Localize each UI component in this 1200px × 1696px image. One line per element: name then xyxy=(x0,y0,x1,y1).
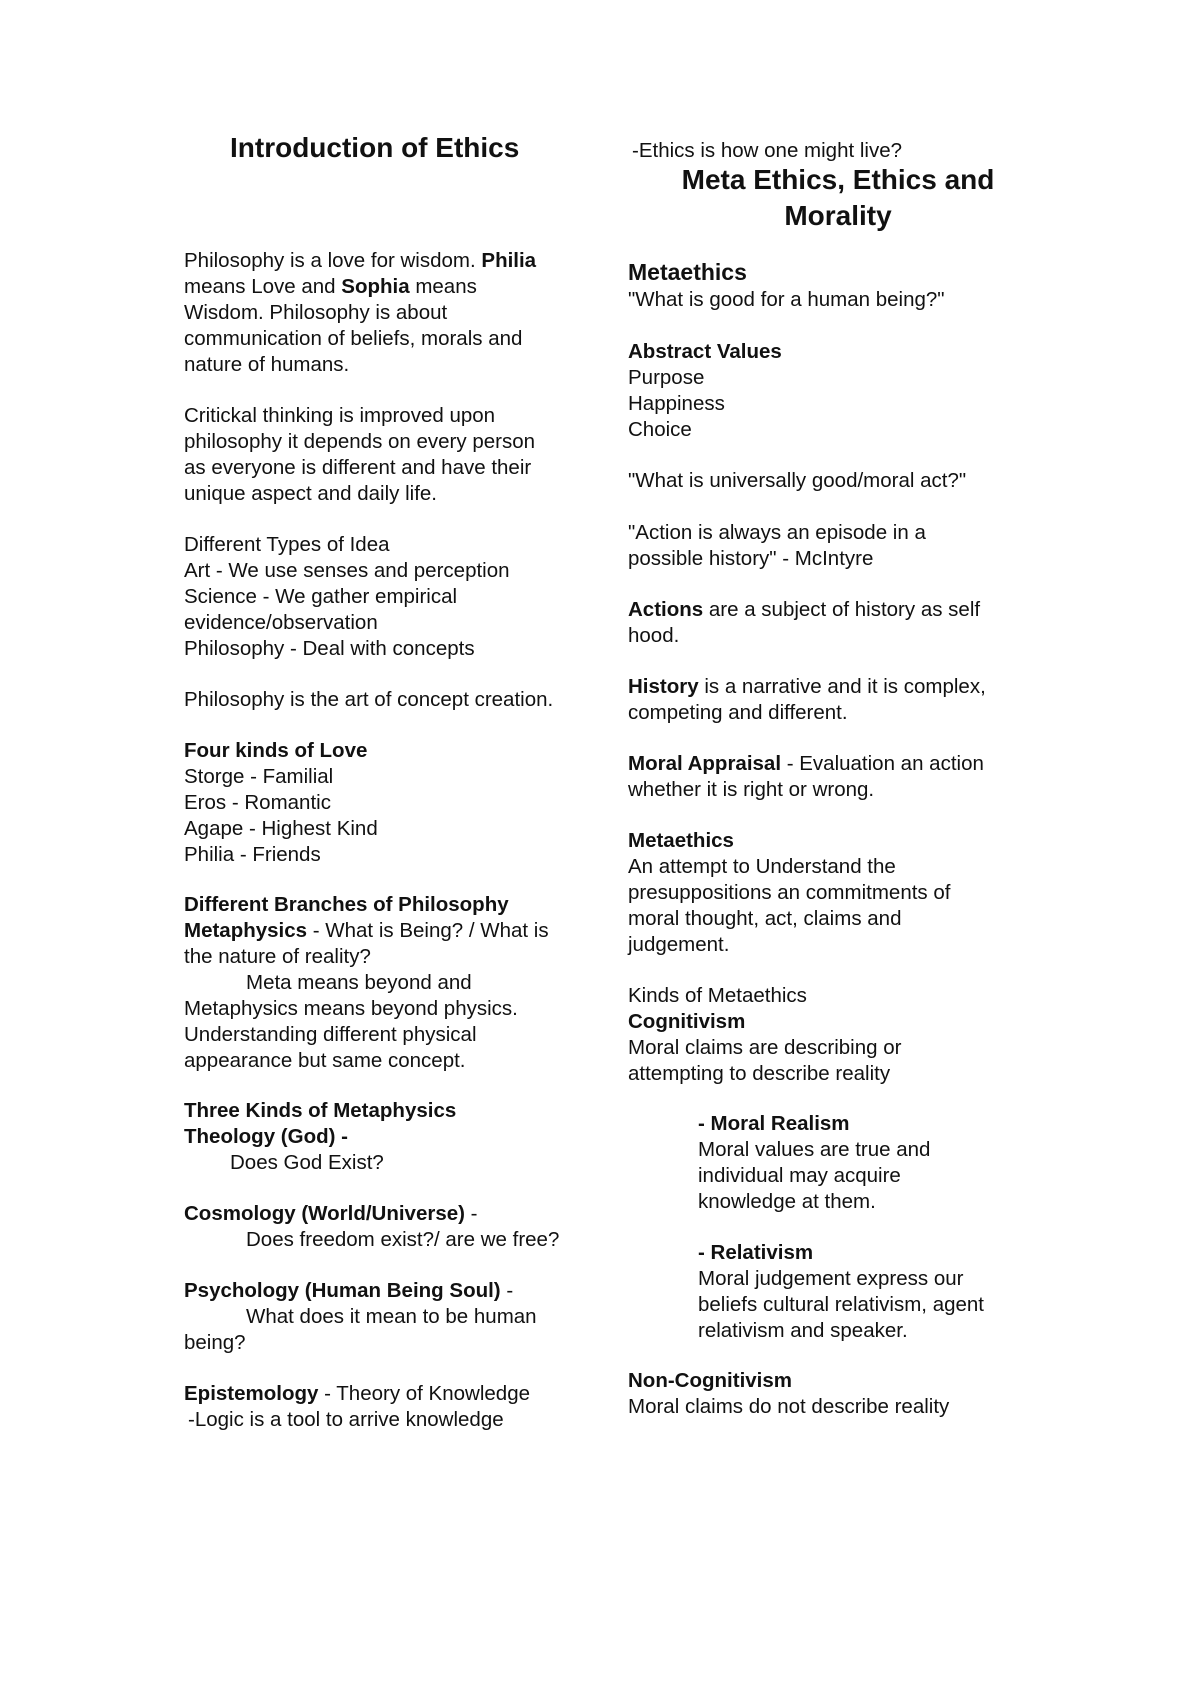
noncognitivism-line: Moral claims do not describe reality xyxy=(628,1395,950,1418)
abstract-value: Happiness xyxy=(628,392,725,415)
actions-line: hood. xyxy=(628,624,680,647)
epistemology-line: Epistemology - Theory of Knowledge xyxy=(184,1382,530,1405)
metaethics-line: judgement. xyxy=(628,933,730,956)
metaethics-line: moral thought, act, claims and xyxy=(628,907,902,930)
action-quote: possible history" - McIntyre xyxy=(628,547,874,570)
relativism-line: relativism and speaker. xyxy=(698,1319,908,1342)
cognitivism-heading: Cognitivism xyxy=(628,1010,746,1033)
intro-line: means Love and Sophia means xyxy=(184,275,477,298)
logic-line: -Logic is a tool to arrive knowledge xyxy=(188,1408,504,1431)
metaethics-line: presuppositions an commitments of xyxy=(628,881,951,904)
metaphysics-line: Metaphysics means beyond physics. xyxy=(184,997,518,1020)
action-quote: "Action is always an episode in a xyxy=(628,521,926,544)
branches-heading: Different Branches of Philosophy xyxy=(184,893,509,916)
realism-line: Moral values are true and xyxy=(698,1138,931,1161)
metaethics-line: An attempt to Understand the xyxy=(628,855,896,878)
three-kinds-heading: Three Kinds of Metaphysics xyxy=(184,1099,457,1122)
metaphysics-line: the nature of reality? xyxy=(184,945,371,968)
concept-line: Philosophy is the art of concept creation. xyxy=(184,688,554,711)
actions-line: Actions are a subject of history as self xyxy=(628,598,981,621)
metaphysics-line: Understanding different physical xyxy=(184,1023,477,1046)
metaphysics-line: Metaphysics - What is Being? / What is xyxy=(184,919,549,942)
cosmology-question: Does freedom exist?/ are we free? xyxy=(246,1228,560,1251)
metaphysics-line: appearance but same concept. xyxy=(184,1049,466,1072)
love-item: Philia - Friends xyxy=(184,843,321,866)
cognitivism-line: attempting to describe reality xyxy=(628,1062,891,1085)
appraisal-line: whether it is right or wrong. xyxy=(628,778,875,801)
relativism-heading: - Relativism xyxy=(698,1241,814,1264)
critical-line: Critickal thinking is improved upon xyxy=(184,404,496,427)
psychology-line: Psychology (Human Being Soul) - xyxy=(184,1279,514,1302)
critical-line: philosophy it depends on every person xyxy=(184,430,536,453)
theology-term: Theology (God) - xyxy=(184,1125,348,1148)
love-item: Agape - Highest Kind xyxy=(184,817,378,840)
intro-line: nature of humans. xyxy=(184,353,350,376)
psychology-question: being? xyxy=(184,1331,246,1354)
critical-line: as everyone is different and have their xyxy=(184,456,532,479)
intro-line: communication of beliefs, morals and xyxy=(184,327,523,350)
types-line: Philosophy - Deal with concepts xyxy=(184,637,475,660)
history-line: competing and different. xyxy=(628,701,848,724)
types-line: Science - We gather empirical xyxy=(184,585,458,608)
cosmology-line: Cosmology (World/Universe) - xyxy=(184,1202,478,1225)
appraisal-line: Moral Appraisal - Evaluation an action xyxy=(628,752,984,775)
love-item: Eros - Romantic xyxy=(184,791,331,814)
types-heading: Different Types of Idea xyxy=(184,533,390,556)
abstract-value: Purpose xyxy=(628,366,705,389)
love-item: Storge - Familial xyxy=(184,765,334,788)
love-heading: Four kinds of Love xyxy=(184,739,368,762)
page-title: Introduction of Ethics xyxy=(230,132,520,163)
realism-heading: - Moral Realism xyxy=(698,1112,850,1135)
ethics-live-line: -Ethics is how one might live? xyxy=(632,139,903,162)
cognitivism-line: Moral claims are describing or xyxy=(628,1036,902,1059)
noncognitivism-heading: Non-Cognitivism xyxy=(628,1369,792,1392)
realism-line: knowledge at them. xyxy=(698,1190,876,1213)
psychology-question: What does it mean to be human xyxy=(246,1305,537,1328)
theology-question: Does God Exist? xyxy=(230,1151,384,1174)
good-question: "What is good for a human being?" xyxy=(628,288,945,311)
types-line: Art - We use senses and perception xyxy=(184,559,510,582)
metaphysics-line: Meta means beyond and xyxy=(246,971,472,994)
relativism-line: beliefs cultural relativism, agent xyxy=(698,1293,984,1316)
kinds-heading: Kinds of Metaethics xyxy=(628,984,807,1007)
abstract-heading: Abstract Values xyxy=(628,340,782,363)
types-line: evidence/observation xyxy=(184,611,378,634)
section-title: Meta Ethics, Ethics and Morality xyxy=(681,164,995,231)
universal-question: "What is universally good/moral act?" xyxy=(628,469,967,492)
metaethics-heading: Metaethics xyxy=(628,259,747,285)
intro-line: Philosophy is a love for wisdom. Philia xyxy=(184,249,537,272)
intro-line: Wisdom. Philosophy is about xyxy=(184,301,448,324)
abstract-value: Choice xyxy=(628,418,692,441)
metaethics-subheading: Metaethics xyxy=(628,829,734,852)
critical-line: unique aspect and daily life. xyxy=(184,482,438,505)
relativism-line: Moral judgement express our xyxy=(698,1267,964,1290)
realism-line: individual may acquire xyxy=(698,1164,901,1187)
history-line: History is a narrative and it is complex, xyxy=(628,675,986,698)
